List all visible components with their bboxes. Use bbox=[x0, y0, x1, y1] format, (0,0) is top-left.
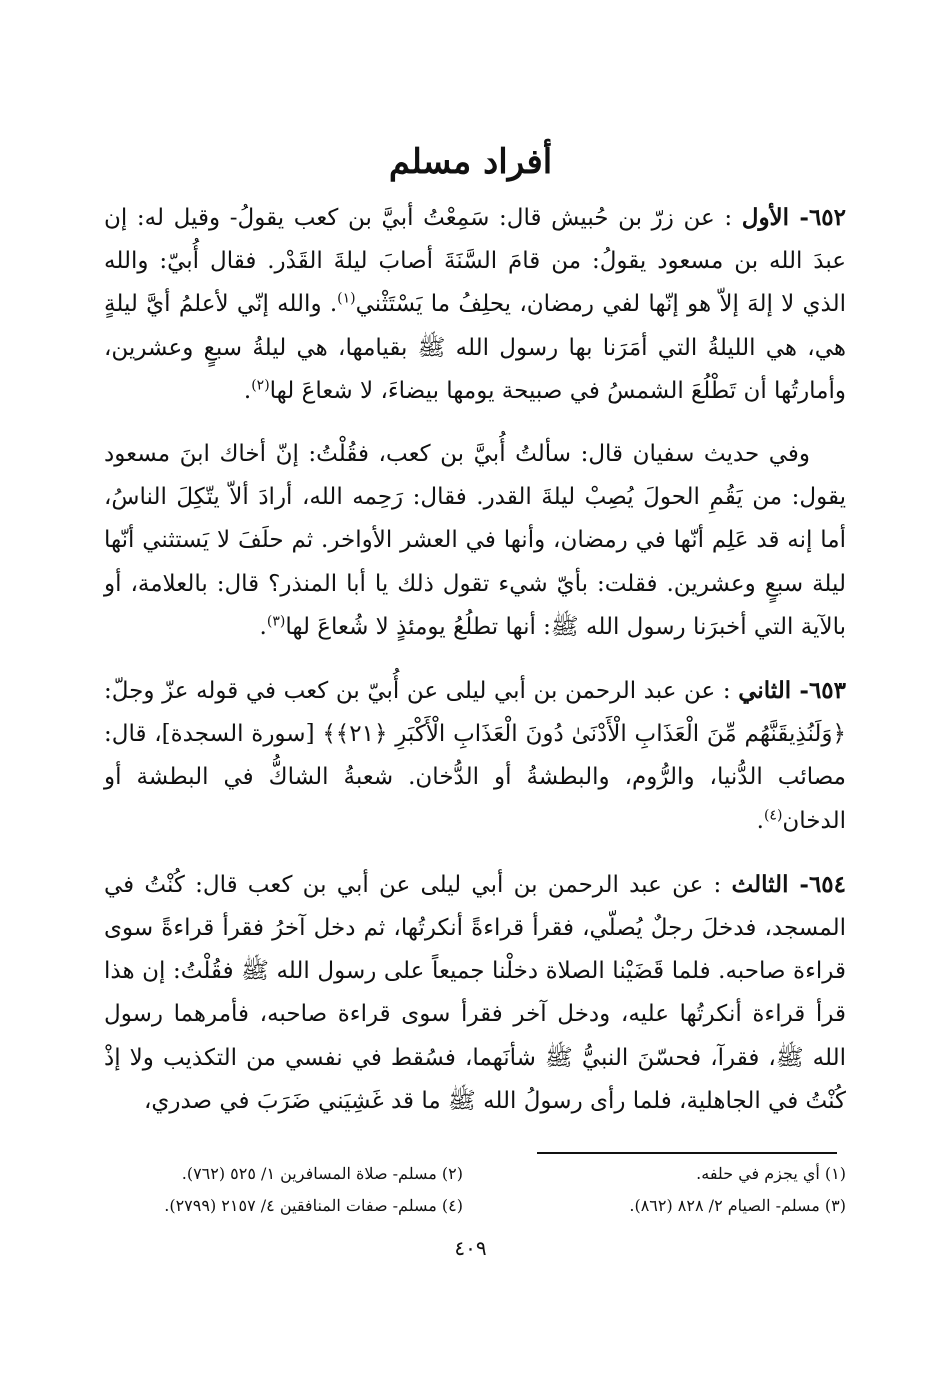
page-title: أفراد مسلم bbox=[388, 142, 553, 182]
footnote-divider bbox=[537, 1152, 837, 1154]
footnote-ref: (١) bbox=[337, 290, 356, 307]
hadith-text-end: . bbox=[756, 807, 764, 834]
hadith-652 bbox=[104, 196, 846, 413]
hadith-text: : عن عبد الرحمن بن أبي ليلى عن أبي بن كعب قال: كُنْتُ في المسجد، فدخلَ رجلٌ يُصلّي، فقرأ قراءةً أنكرتُها، ثم دخل آخرُ فقرأ قراءةً سوى قراءة صاحبه. فلما قَضَيْنا الصلاة دخلْنا جميعاً على رسول الله ﷺ فقُلْتُ: إن هذا قرأ قراءة أنكرتُها عليه، ودخل آخر فقرأ سوى قراءة صاحبه، فأمرهما رسول الله ﷺ، فقرآ، فحسّنَ النبيُّ ﷺ شأنَهما، فسُقط في نفسي من التكذيب ولا إذْ كُنْتُ في الجاهلية، فلما رأى رسولُ الله ﷺ ما قد غَشِيَني ضَرَبَ في صدري، bbox=[104, 871, 846, 1114]
hadith-label: ٦٥٣- الثاني bbox=[738, 677, 846, 705]
footnotes bbox=[104, 1158, 846, 1222]
footnote-2: (٢) مسلم- صلاة المسافرين ١/ ٥٢٥ (٧٦٢). bbox=[181, 1164, 463, 1183]
hadith-text: : عن زرّ بن حُبيش قال: سَمِعْتُ أبيَّ بن كعب يقولُ- وقيل له: إن عبدَ الله بن مسعود يقولُ: من قامَ السَّنَةَ أصابَ ليلةَ القَدْر. فقال أُبيّ: والله الذي لا إلهَ إلاّ هو إنّها لفي رمضان، يحلِفُ ما يَسْتَثْني bbox=[104, 205, 846, 318]
hadith-652-variant bbox=[104, 433, 846, 649]
footnote-ref: (٢) bbox=[251, 377, 270, 394]
footnote-3: (٣) مسلم- الصيام ٢/ ٨٢٨ (٨٦٢). bbox=[629, 1196, 846, 1215]
footnote-1: (١) أي يجزم في حلفه. bbox=[696, 1164, 846, 1183]
hadith-label: ٦٥٤- الثالث bbox=[731, 870, 846, 898]
hadith-text-end: . bbox=[259, 613, 267, 640]
hadith-label: ٦٥٢- الأول bbox=[741, 204, 846, 231]
hadith-text: وفي حديث سفيان قال: سألتُ أُبيَّ بن كعب، فقُلْتُ: إنّ أخاك ابنَ مسعود يقول: من يَقُمِ الحولَ يُصِبْ ليلةَ القدر. فقال: رَحِمه الله، أرادَ ألاّ يتّكِلَ الناسُ، أما إنه قد عَلِم أنّها في رمضان، وأنها في العشر الأواخر. ثم حلَفَ لا يَستثني أنّها ليلة سبعٍ وعشرين. فقلت: بأيّ شيء تقول ذلك يا أبا المنذر؟ قال: بالعلامة، أو بالآية التي أخبرَنا رسول الله ﷺ: أنها تطلُعُ يومئذٍ لا شُعاعَ لها bbox=[104, 441, 846, 640]
hadith-text-end: . bbox=[243, 377, 252, 404]
hadith-text-continued: . والله إنّي لأعلمُ أيَّ ليلةٍ هي، هي الليلةُ التي أمَرَنا بها رسول الله ﷺ بقيامها، هي ليلةُ سبعٍ وعشرين، وأمارتُها أن تَطْلُعَ الشمسُ في صبيحة يومها بيضاءَ، لا شعاعَ لها bbox=[104, 291, 846, 404]
footnote-ref: (٣) bbox=[266, 613, 286, 630]
page-number: ٤٠٩ bbox=[454, 1236, 487, 1260]
hadith-653 bbox=[104, 669, 846, 843]
footnote-ref: (٤) bbox=[763, 806, 783, 823]
footnote-4: (٤) مسلم- صفات المنافقين ٤/ ٢١٥٧ (٢٧٩٩). bbox=[164, 1196, 463, 1215]
hadith-654 bbox=[104, 863, 846, 1123]
page-body bbox=[104, 196, 846, 1123]
hadith-text: : عن عبد الرحمن بن أبي ليلى عن أُبيّ بن كعب في قوله عزّ وجلّ: ﴿وَلَنُذِيقَنَّهُم مِّنَ الْعَذَابِ الْأَدْنَىٰ دُونَ الْعَذَابِ الْأَكْبَرِ ﴿٢١﴾﴾ [سورة السجدة]، قال: مصائب الدُّنيا، والرُّوم، والبطشةُ أو الدُّخان. شعبةُ الشاكُّ في البطشة أو الدخان bbox=[104, 678, 846, 834]
